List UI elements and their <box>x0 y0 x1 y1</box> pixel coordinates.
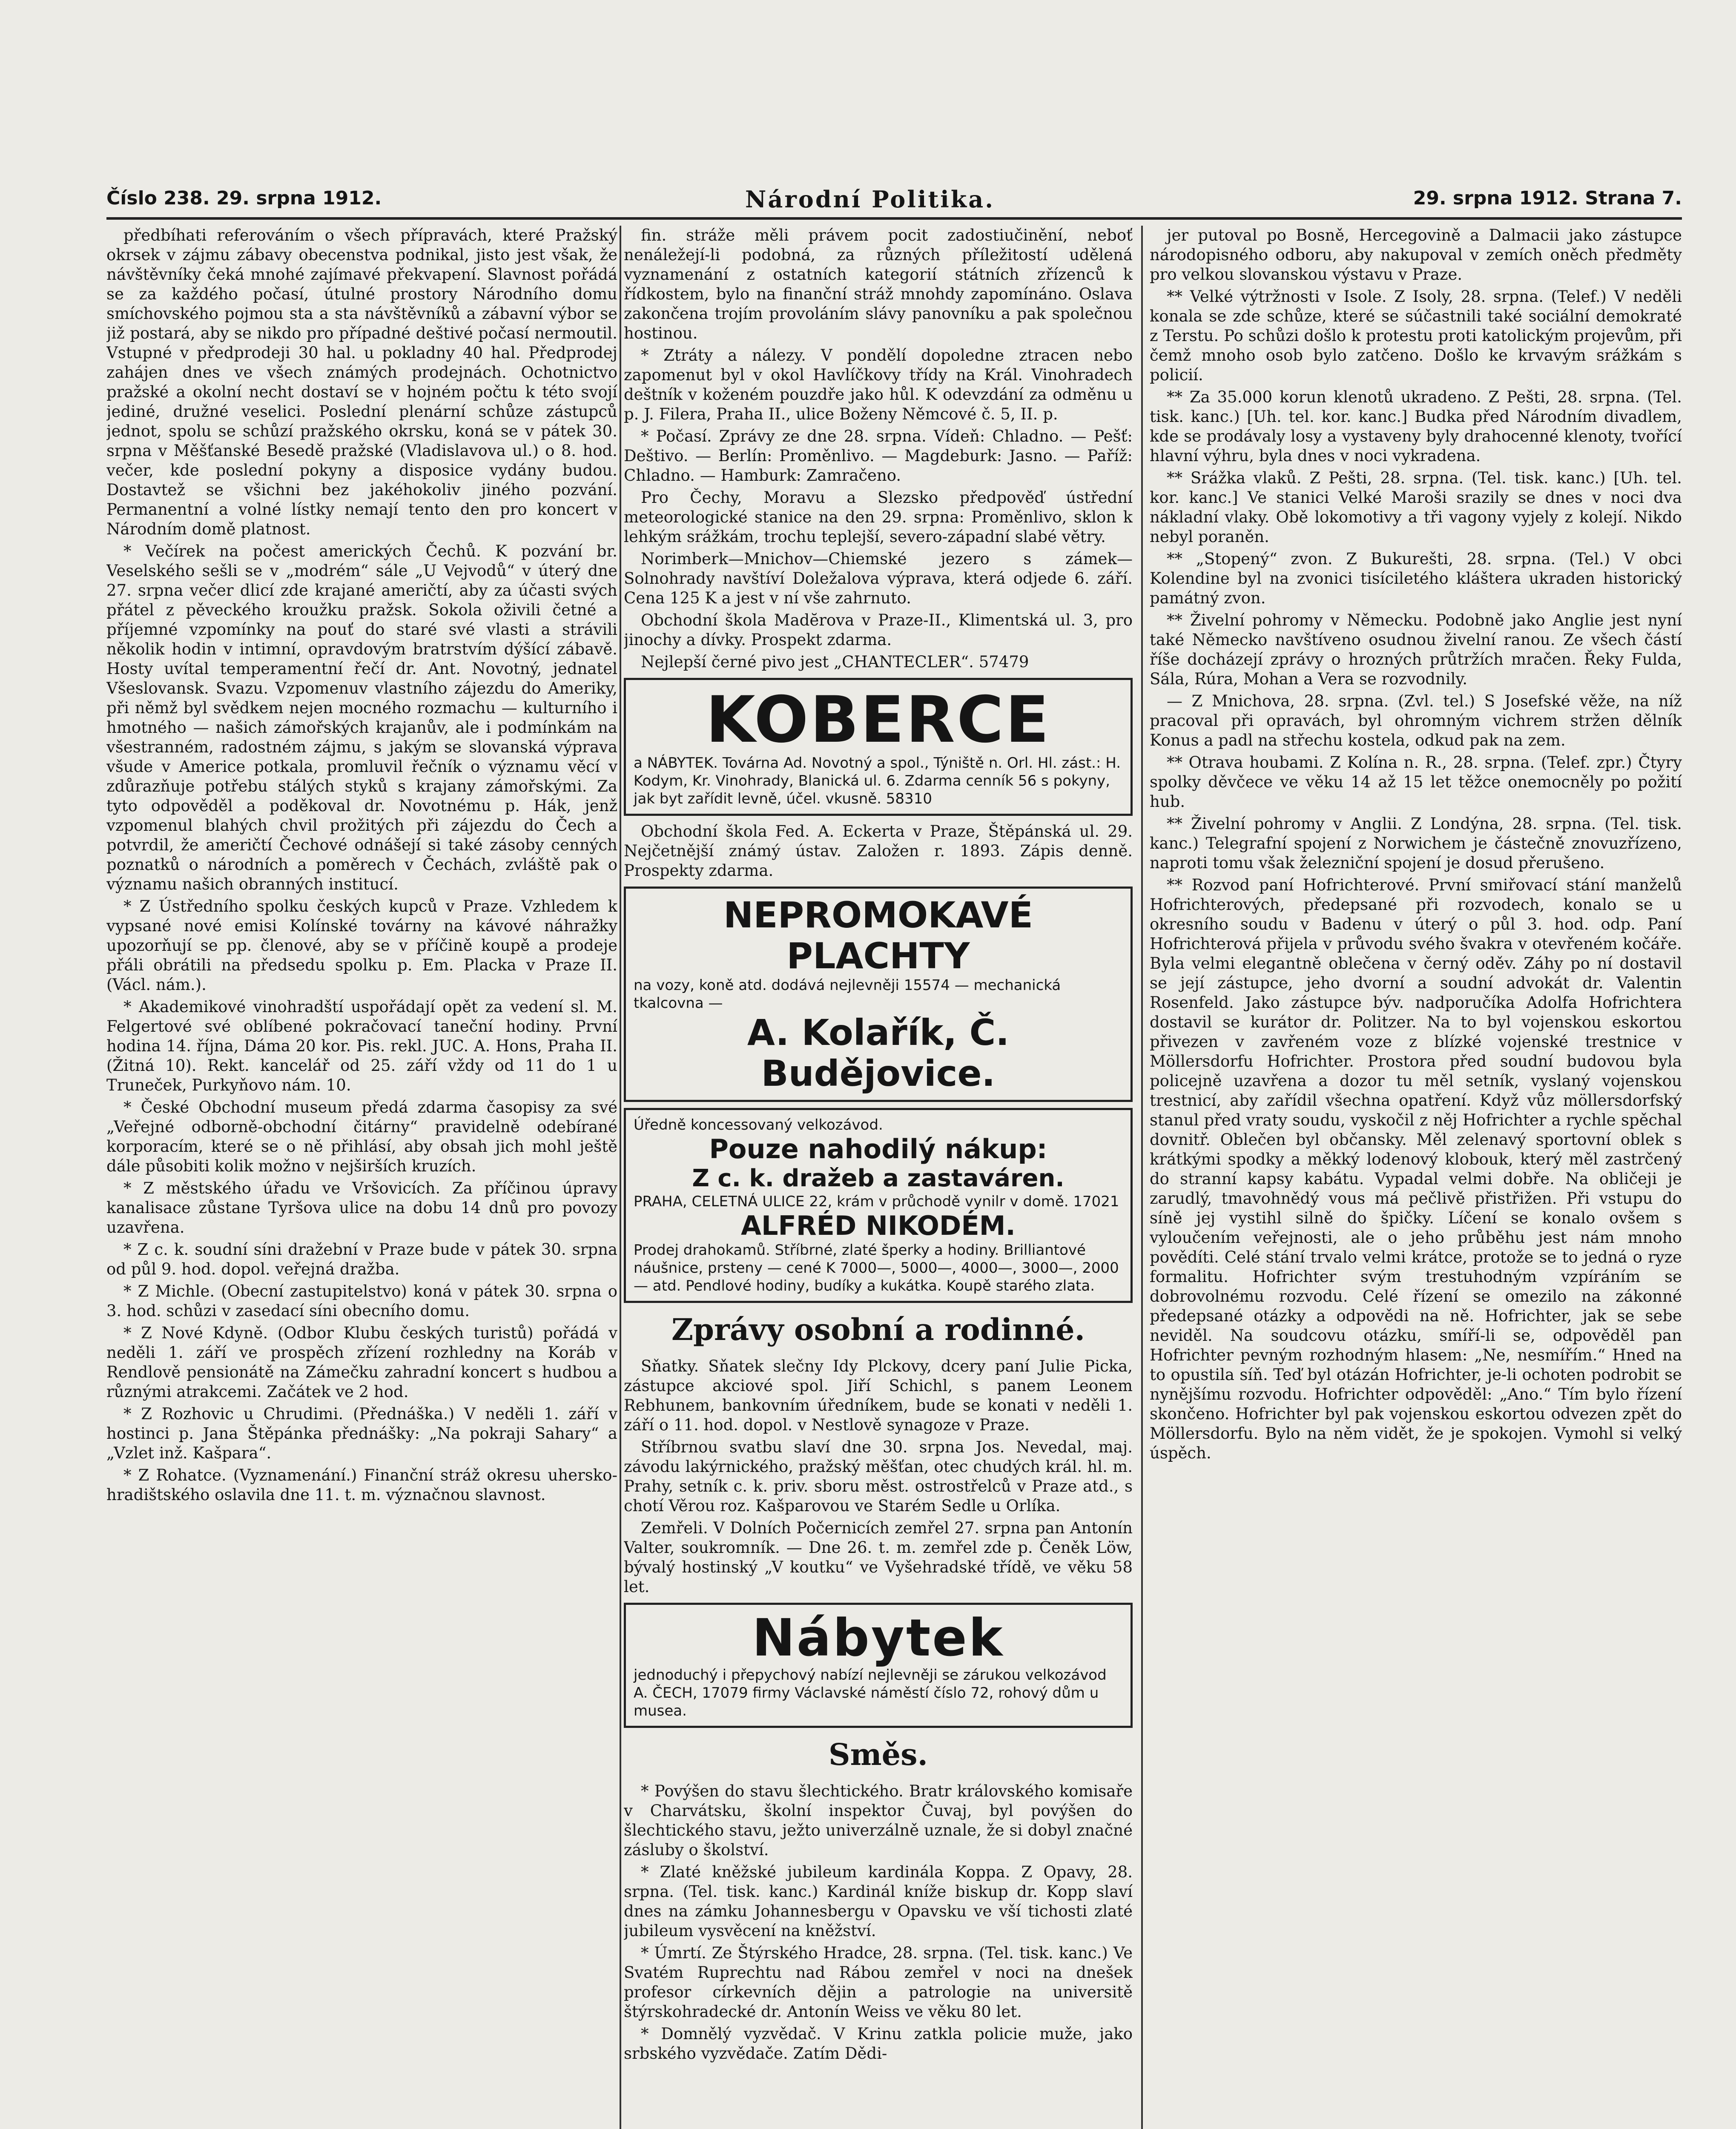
nabytek-ad <box>624 1603 1133 1728</box>
article-paragraph: ** „Stopený“ zvon. Z Bukurešti, 28. srpna. (Tel.) V obci Kolendine byl na zvonici tisíciletého kláštera ukraden historický památný zvon. <box>1150 550 1682 607</box>
celetna-text: PRAHA, CELETNÁ ULICE 22, krám v průchodě vynilr v domě. 17021 <box>634 1193 1119 1210</box>
article-paragraph: Zemřeli. V Dolních Počernicích zemřel 27. srpna pan Antonín Valter, soukromník. — Dne 26. t. m. zemřel zde p. Čeněk Löw, bývalý hostinský „V koutku“ ve Vyšehradské třídě, ve věku 58 let. <box>624 1519 1133 1596</box>
koberce-ad <box>624 678 1133 816</box>
zastavarna-ad <box>624 1108 1133 1303</box>
article-paragraph: * Úmrtí. Ze Štýrského Hradce, 28. srpna. (Tel. tisk. kanc.) Ve Svatém Ruprechtu nad Rábou zemřel v noci na dnešek profesor církevních dějin a patrologie na universitě štýrskohradecké dr. Antonín Weiss ve věku 80 let. <box>624 1944 1133 2021</box>
article-paragraph: * Akademikové vinohradští uspořádají opět za vedení sl. M. Felgertové své oblíbené pokračovací taneční hodiny. První hodina 14. října, Dáma 20 kor. Pis. rekl. JUC. A. Hons, Praha II. (Žitná 10). Rekt. kancelář od 25. září vždy od 11 do 1 u Truneček, Purkyňovo nám. 10. <box>106 998 617 1094</box>
drazby-title: Z c. k. dražeb a zastaváren. <box>692 1165 1065 1192</box>
column-divider <box>620 226 621 2129</box>
article-paragraph: fin. stráže měli právem pocit zadostiučinění, neboť nenáležejí-li podobná, za různých příležitostí udělená vyznamenání z ostatních kategorií státních zřízenců k řídkostem, bylo na finanční stráž mnohdy zapomínáno. Oslava zakončena trojím provoláním slávy panovníku a pak společnou hostinou. <box>624 226 1133 342</box>
article-paragraph: * Z Rohatce. (Vyznamenání.) Finanční stráž okresu uhersko-hradištského oslavila dne 11. t. m. význačnou slavnost. <box>106 1466 617 1504</box>
article-paragraph: ** Velké výtržnosti v Isole. Z Isoly, 28. srpna. (Telef.) V neděli konala se zde schůze, které se súčastnili také sociální demokraté z Terstu. Po schůzi došlo k protestu proti katolickým projevům, při čemž mnoho osob bylo zatčeno. Došlo ke krvavým srážkám s policií. <box>1150 287 1682 384</box>
article-paragraph: * Z Rozhovic u Chrudimi. (Přednáška.) V neděli 1. září v hostinci p. Jana Štěpánka přednášky: „Na pokraji Sahary“ a „Vzlet inž. Kašpara“. <box>106 1405 617 1462</box>
article-paragraph: ** Živelní pohromy v Anglii. Z Londýna, 28. srpna. (Tel. tisk. kanc.) Telegrafní spojení z Norwichem je částečně znovuzřízeno, naproti tomu však železniční spojení je dosud přerušeno. <box>1150 815 1682 872</box>
article-paragraph: — Z Mnichova, 28. srpna. (Zvl. tel.) S Josefské věže, na níž pracoval při opravách, byl ohromným vichrem stržen dělník Konus a padl na střechu kostela, odkud pak na zem. <box>1150 692 1682 749</box>
article-paragraph: * Domnělý vyzvědač. V Krinu zatkla policie muže, jako srbského vyzvědače. Zatím Dědi- <box>624 2025 1133 2063</box>
article-paragraph: * Zlaté kněžské jubileum kardinála Koppa. Z Opavy, 28. srpna. (Tel. tisk. kanc.) Kardinál kníže biskup dr. Kopp slaví dnes na zámku Johannesbergu v Opavsku ve vší tichosti zlaté jubileum vysvěcení na kněžství. <box>624 1863 1133 1940</box>
pouze-title: Pouze nahodilý nákup: <box>709 1133 1047 1165</box>
koberce-title: KOBERCE <box>706 683 1051 757</box>
article-paragraph: * Počasí. Zprávy ze dne 28. srpna. Vídeň: Chladno. — Pešť: Deštivo. — Berlín: Proměnlivo. — Magdeburk: Jasno. — Paříž: Chladno. — Hamburk: Zamračeno. <box>624 427 1133 485</box>
article-paragraph: Sňatky. Sňatek slečny Idy Plckovy, dcery paní Julie Picka, zástupce akciové spol. Jiří Schichl, s panem Leonem Rebhunem, bankovním úředníkem, bude se konati v neděli 1. září o 11. hod. dopol. v Nestlově synagoze v Praze. <box>624 1357 1133 1434</box>
column-divider <box>1141 226 1143 2129</box>
article-paragraph: Stříbrnou svatbu slaví dne 30. srpna Jos. Nevedal, maj. závodu lakýrnického, pražský měšťan, otec chudých král. hl. m. Prahy, setník c. k. priv. sboru měst. ostrostřelců v Praze atd., s chotí Věrou roz. Kašparovou ve Starém Sedle u Orlíka. <box>624 1438 1133 1515</box>
article-paragraph: * Z Ústředního spolku českých kupců v Praze. Vzhledem k vypsané nové emisi Kolínské továrny na kávové náhražky upozorňují se pp. členové, aby se v příčině koupě a prodeje přáli obrátili na předsedu spolku p. Em. Placka v Praze II. (Václ. nám.). <box>106 897 617 994</box>
article-paragraph: Norimberk—Mnichov—Chiemské jezero s zámek—Solnohrady navštíví Doležalova výprava, která odjede 6. září. Cena 125 K a jest v ní vše zahrnuto. <box>624 550 1133 607</box>
article-paragraph: ** Za 35.000 korun klenotů ukradeno. Z Pešti, 28. srpna. (Tel. tisk. kanc.) [Uh. tel. kor. kanc.] Budka před Národním divadlem, kde se prodávaly losy a vystaveny byly drahocenné klenoty, tvořící hlavní výhru, byla dnes v noci vykradena. <box>1150 388 1682 465</box>
article-paragraph: * Z městského úřadu ve Vršovicích. Za příčinou úpravy kanalisace zůstane Tyršova ulice na dobu 14 dnů pro povozy uzavřena. <box>106 1179 617 1237</box>
page-number: 29. srpna 1912. Strana 7. <box>1413 187 1682 209</box>
article-paragraph: Nejlepší černé pivo jest „CHANTECLER“. 57479 <box>641 653 1029 671</box>
article-paragraph: jer putoval po Bosně, Hercegovině a Dalmacii jako zástupce národopisného odboru, aby nakupoval v zemích oněch předměty pro velkou slovanskou výstavu v Praze. <box>1150 226 1682 284</box>
article-paragraph: ** Otrava houbami. Z Kolína n. R., 28. srpna. (Telef. zpr.) Čtyry spolky děvčece ve věku 14 až 15 let těžce onemocněly po požití hub. <box>1150 753 1682 811</box>
nabytek-text: jednoduchý i přepychový nabízí nejlevněji se zárukou velkozávod A. ČECH, 17079 firmy Václavské náměstí číslo 72, rohový dům u musea. <box>634 1667 1107 1719</box>
article-paragraph: * Ztráty a nálezy. V pondělí dopoledne ztracen nebo zapomenut byl v okol Havlíčkovy třídy na Král. Vinohradech deštník v koženém pouzdře jako hůl. K odevzdání za odměnu u p. J. Filera, Praha II., ulice Boženy Němcové č. 5, II. p. <box>624 346 1133 423</box>
article-paragraph: * České Obchodní museum předá zdarma časopisy za své „Veřejné odborně-obchodní čitárny“ pravidelně odebírané korporacím, které se o ně přihlásí, aby obsah jich mohl ještě dále působiti kolik možno v nejširších kruzích. <box>106 1098 617 1175</box>
kolarik-title: A. Kolařík, Č. Budějovice. <box>747 1012 1010 1094</box>
page-header <box>106 183 1682 220</box>
section-heading: Směs. <box>829 1737 928 1772</box>
zastavarna-head: Úředně koncessovaný velkozávod. <box>634 1116 883 1133</box>
school-ad: Obchodní škola Fed. A. Eckerta v Praze, Štěpánská ul. 29. Nejčetnější známý ústav. Založen r. 1893. Zápis denně. Prospekty zdarma. <box>624 822 1133 880</box>
article-paragraph: Pro Čechy, Moravu a Slezsko předpověď ústřední meteorologické stanice na den 29. srpna: Proměnlivo, sklon k lehkým srážkám, trochu teplejší, severo-západní slabé větry. <box>624 488 1133 546</box>
column-3 <box>1150 226 1682 2129</box>
article-paragraph: ** Rozvod paní Hofrichterové. První smiřovací stání manželů Hofrichterových, předepsané při rozvodech, konalo se u okresního soudu v Badenu v úterý o půl 3. hod. odp. Paní Hofrichterová přijela v průvodu svého švakra v otevřeném kočáře. Byla velmi elegantně oblečena v černý oděv. Záhy po ní dostavil se její zástupce, jeho dvorní a soudní advokát dr. Valentin Rosenfeld. Jako zástupce býv. nadporučíka Adolfa Hofrichtera dostavil se kurátor dr. Politzer. Na to byl vojenskou eskortou přivezen v zavřeném voze z blízké vojenské trestnice v Möllersdorfu Hofrichter. Prostora před soudní budovou byla policejně uzavřena a dozor tu měl setník, vyslaný vojenskou trestnicí, aby zařídil všechna opatření. Když vůz möllersdorfský stanul před vraty soudu, vyskočil z něj Hofrichter a rychle spěchal dovnitř. Oblečen byl občansky. Měl zelenavý sportovní oblek s krátkými spodky a měkký lodenový klobouk, který měl zastrčený do stranní kapsy kabátu. Vypadal velmi dobře. Na obličeji je zarudlý, tmavohnědý vous má pečlivě přistřižen. Při vstupu do síně jej vystihl silně do špičky. Líčení se konalo ovšem s vyloučením veřejnosti, ale o jeho průběhu jest nám mnoho povědíti. Celé stání trvalo velmi krátce, protože se to jedná o ryze formalitu. Hofrichter svým trestuhodným vzpíráním se dobrovolnému rozvodu. Celé řízení se omezilo na zákonné předepsané otázky a odpovědi na ně. Hofrichter, jak se sebe neviděl. Na soudcovu otázku, smíří-li se, odpověděl pan Hofrichter pevným rozhodným hlasem: „Ne, nesmířím.“ Hned na to opustila síň. Teď byl otázán Hofrichter, je-li ochoten podrobit se nynějšímu rozvodu. Hofrichter odpověděl: „Ano.“ Tím bylo řízení skončeno. Hofrichter byl pak vojenskou eskortou odvezen zpět do Möllersdorfu. Bylo na něm vidět, že je spokojen. Vymohl si velký úspěch. <box>1150 876 1682 1462</box>
nikodem-title: ALFRÉD NIKODÉM. <box>741 1210 1016 1241</box>
masthead-title: Národní Politika. <box>745 186 995 213</box>
article-paragraph: * Z Michle. (Obecní zastupitelstvo) koná v pátek 30. srpna o 3. hod. schůzi v zasedací síni obecního domu. <box>106 1282 617 1320</box>
nabytek-title: Nábytek <box>752 1609 1004 1668</box>
plachty-text: na vozy, koně atd. dodává nejlevněji 15574 — mechanická tkalcovna — <box>634 977 1061 1012</box>
article-paragraph: * Z Nové Kdyně. (Odbor Klubu českých turistů) pořádá v neděli 1. září ve prospěch zřízení rozhledny na Koráb v Rendlově pensionátě na Zámečku zahradní koncert s hudbou a různými atrakcemi. Začátek ve 2 hod. <box>106 1324 617 1401</box>
column-1 <box>106 226 617 2129</box>
issue-number: Číslo 238. 29. srpna 1912. <box>106 187 382 209</box>
section-heading: Zprávy osobní a rodinné. <box>671 1312 1085 1347</box>
article-paragraph: Obchodní škola Madĕrova v Praze-II., Klimentská ul. 3, pro jinochy a dívky. Prospekt zdarma. <box>624 611 1133 649</box>
plachty-ad <box>624 887 1133 1102</box>
article-paragraph: ** Živelní pohromy v Německu. Podobně jako Anglie jest nyní také Německo navštíveno osudnou živelní ranou. Ze všech částí říše docházejí zprávy o hrozných průtržích mračen. Řeky Fulda, Sála, Rúra, Mohan a Vera se rozvodnily. <box>1150 611 1682 688</box>
article-paragraph: ** Srážka vlaků. Z Pešti, 28. srpna. (Tel. tisk. kanc.) [Uh. tel. kor. kanc.] Ve stanici Velké Maroši srazily se dnes v noci dva nákladní vlaky. Obě lokomotivy a tři vagony vyjely z kolejí. Nikdo nebyl poraněn. <box>1150 469 1682 546</box>
article-paragraph: předbíhati referováním o všech přípravách, které Pražský okrsek v zájmu zábavy obecenstva podnikal, jisto jest však, že návštěvníky čeká mnohé zajímavé překvapení. Slavnost pořádá se za každého počasí, útulné prostory Národního domu smíchovského pojmou sta a sta návštěvníků a zábavní výbor se již postará, aby se nikdo pro případné deštivé počasí nermoutil. Vstupné v předprodeji 30 hal. u pokladny 40 hal. Předprodej zahájen dnes ve všech známých prodejnách. Ochotnictvo pražské a okolní necht dostaví se v hojném počtu k této svojí jediné, družné veselici. Poslední plenární schůze zástupců jednot, spolu se schůzí pražského okrsku, koná se v pátek 30. srpna v Měšťanské Besedě pražské (Vladislavova ul.) o 8. hod. večer, kde poslední pokyny a disposice vydány budou. Dostavtež se všichni bez jakéhokoliv jiného pozvání. Permanentní a volné lístky nemají tento den pro koncert v Národním domě platnost. <box>106 226 617 538</box>
koberce-text: a NÁBYTEK. Továrna Ad. Novotný a spol., Týniště n. Orl. Hl. zást.: H. Kodym, Kr. Vinohrady, Blanická ul. 6. Zdarma cenník 56 s pokyny, jak byt zařídit levně, účel. vkusně. 58310 <box>634 755 1121 807</box>
nikodem-text: Prodej drahokamů. Stříbrné, zlaté šperky a hodiny. Brilliantové náušnice, prsteny — cené K 7000—, 5000—, 4000—, 3000—, 2000— atd. Pendlové hodiny, budíky a kukátka. Koupě starého zlata. <box>634 1242 1119 1294</box>
article-paragraph: * Večírek na počest amerických Čechů. K pozvání br. Veselského sešli se v „modrém“ sále „U Vejvodů“ v úterý dne 27. srpna večer dlicí zde krajané američtí, aby za účasti svých přátel z pěveckého kroužku pražsk. Sokola oživili četné a příjemné vzpomínky na pouť do staré své vlasti a strávili několik hodin v intimní, opravdovým bratrstvím dýšící zábavě. Hosty uvítal temperamentní řečí dr. Ant. Novotný, jednatel Všeslovansk. Svazu. Vzpomenuv vlastního zájezdu do Ameriky, při němž byl svědkem nejen mocného rozmachu — kulturního i hmotného — našich zámořských krajanův, ale i podmínkám na všestranném, radostném zájmu, s jakým se slovanská výprava všude v Americe potkala, promluvil řečník o významu věcí v zdůrazňuje potřebu stálých styků s krajany zámořskými. Za tyto odpověděl a poděkoval dr. Novotnému p. Hák, jenž vzpomenul blahých chvil prožitých při zájezdu do Čech a potvrdil, že američtí Čechové odnášejí si také zásoby cenných poznatků o národních a poměrech v Čechách, zvláště pak o významu našich obranných institucí. <box>106 542 617 893</box>
plachty-title: NEPROMOKAVÉ PLACHTY <box>723 894 1033 977</box>
article-paragraph: * Z c. k. soudní síni dražební v Praze bude v pátek 30. srpna od půl 9. hod. dopol. veřejná dražba. <box>106 1240 617 1278</box>
article-paragraph: * Povýšen do stavu šlechtického. Bratr královského komisaře v Charvátsku, školní inspektor Čuvaj, byl povýšen do šlechtického stavu, ježto univerzálně uznale, že si dobyl značné zásluby o školství. <box>624 1782 1133 1859</box>
column-2 <box>624 226 1133 2129</box>
